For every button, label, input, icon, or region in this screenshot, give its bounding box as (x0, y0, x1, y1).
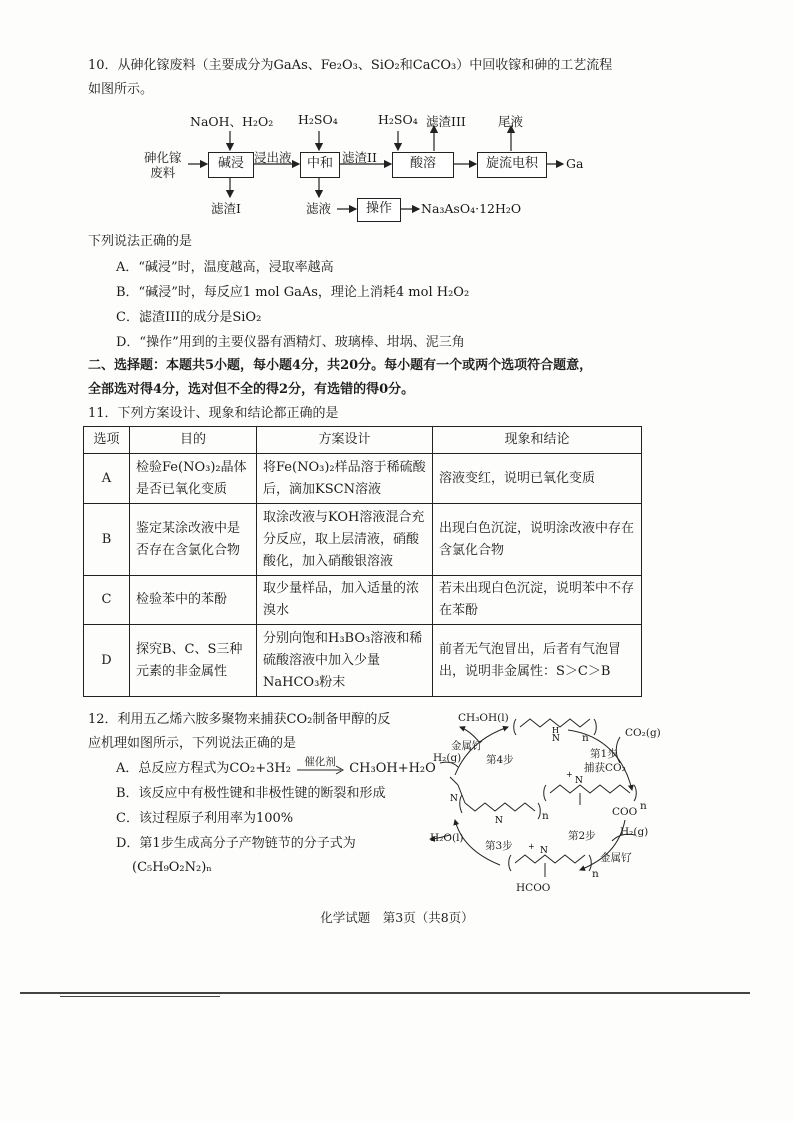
catalyst-label: 催化剂 (304, 756, 336, 768)
flow-tail-liquid: 尾液 (498, 114, 524, 129)
row-d-design: 分别向饱和H₃BO₃溶液和稀硫酸溶液中加入少量NaHCO₃粉末 (257, 625, 433, 697)
mech-n-subscript-right: n (640, 800, 647, 812)
flow-box-acid-dissolve: 酸溶 (392, 152, 454, 178)
mech-co2-label: CO₂(g) (625, 727, 661, 739)
row-a-result: 溶液变红，说明已氧化变质 (433, 454, 642, 504)
q10-option-a: A．“碱浸”时，温度越高，浸取率越高 (116, 260, 334, 275)
amine-h-top: H (552, 726, 559, 735)
flow-product-ga: Ga (566, 156, 584, 171)
table-row (84, 625, 642, 697)
row-b-result: 出现白色沉淀，说明涂改液中存在含氯化合物 (433, 504, 642, 576)
mech-catalyst-bottom: 金属钌 (600, 852, 632, 864)
q12-option-d-line1: D．第1步生成高分子产物链节的分子式为 (116, 836, 356, 851)
q12-option-c: C．该过程原子利用率为100% (116, 811, 294, 826)
page-bottom-rule (20, 992, 750, 994)
flow-reagent-h2so4-1: H₂SO₄ (298, 112, 338, 127)
mech-step2: 第2步 (568, 830, 596, 842)
flow-reagent-naoh: NaOH、H₂O₂ (190, 114, 274, 129)
table-row (84, 576, 642, 625)
row-a-option: A (84, 454, 130, 504)
row-c-design: 取少量样品，加入适量的浓溴水 (257, 576, 433, 625)
table-header-row (84, 427, 642, 454)
plus-sign-right: + (566, 770, 573, 779)
catalyst-arrow (295, 756, 345, 779)
flow-residue1: 滤渣I (211, 201, 241, 216)
flow-reagent-h2so4-2: H₂SO₄ (378, 112, 418, 127)
amine-n-top: N (552, 734, 560, 744)
section2-header-line2: 全部选对得4分，选对但不全的得2分，有选错的得0分。 (88, 382, 415, 397)
row-b-option: B (84, 504, 130, 576)
mech-h2-left: H₂(g) (433, 752, 462, 764)
flow-input-line2: 废料 (150, 165, 176, 180)
flow-input-label (144, 150, 182, 180)
flow-residue2: 滤渣II (342, 150, 377, 165)
q10-prompt: 下列说法正确的是 (88, 234, 193, 249)
row-c-result: 若未出现白色沉淀，说明苯中不存在苯酚 (433, 576, 642, 625)
flow-box-alkali-leach: 碱浸 (208, 152, 254, 178)
mech-coo-label: COO (612, 806, 638, 818)
flow-residue3: 滤渣III (426, 114, 466, 129)
row-d-result: 前者无气泡冒出，后者有气泡冒出，说明非金属性：S＞C＞B (433, 625, 642, 697)
q12-option-a-suffix: CH₃OH+H₂O (349, 761, 436, 776)
q12-stem-line1: 12．利用五乙烯六胺多聚物来捕获CO₂制备甲醇的反 (88, 712, 391, 727)
row-d-option: D (84, 625, 130, 697)
row-c-purpose: 检验苯中的苯酚 (130, 576, 257, 625)
q12-option-d-line2: (C₅H₉O₂N₂)ₙ (132, 860, 212, 875)
q10-stem-line1: 10．从砷化镓废料（主要成分为GaAs、Fe₂O₃、SiO₂和CaCO₃）中回收镓和砷的工艺流程 (88, 58, 613, 73)
plus-sign-bottom: + (528, 842, 535, 851)
table-header-design: 方案设计 (257, 427, 433, 454)
flow-input-line1: 砷化镓 (144, 150, 182, 165)
row-c-option: C (84, 576, 130, 625)
mech-step1: 第1步 (590, 748, 618, 760)
q11-stem: 11．下列方案设计、现象和结论都正确的是 (88, 406, 339, 421)
mech-step3: 第3步 (485, 840, 513, 852)
flow-box-neutralize: 中和 (300, 152, 340, 178)
q10-stem-line2: 如图所示。 (88, 82, 154, 97)
flow-box-operation: 操作 (357, 198, 401, 222)
mech-hcoo-label: HCOO (516, 882, 551, 894)
table-header-result: 现象和结论 (433, 427, 642, 454)
q10-option-d: D．“操作”用到的主要仪器有酒精灯、玻璃棒、坩埚、泥三角 (116, 335, 465, 350)
mech-catalyst-top: 金属钌 (451, 740, 483, 752)
amine-n-left2: N (450, 794, 458, 804)
table-row (84, 454, 642, 504)
q10-option-b: B．“碱浸”时，每反应1 mol GaAs，理论上消耗4 mol H₂O₂ (116, 285, 470, 300)
q12-option-a (116, 756, 436, 779)
flow-filtrate: 滤液 (306, 201, 332, 216)
page-bottom-rule-short (60, 996, 220, 997)
section2-header-line1: 二、选择题：本题共5小题，每小题4分，共20分。每小题有一个或两个选项符合题意， (88, 358, 593, 373)
mech-n-subscript-left: n (542, 810, 549, 822)
row-b-purpose: 鉴定某涂改液中是否存在含氯化合物 (130, 504, 257, 576)
flow-box-electrowinning: 旋流电积 (477, 152, 547, 178)
mech-n-subscript-top: n (582, 732, 589, 744)
mech-ch3oh-label: CH₃OH(l) (458, 712, 509, 724)
q12-option-b: B．该反应中有极性键和非极性键的断裂和形成 (116, 786, 386, 801)
amine-n-right: N (575, 776, 583, 786)
q10-option-c: C．滤渣III的成分是SiO₂ (116, 310, 262, 325)
mech-step4: 第4步 (486, 754, 514, 766)
mech-h2-right: H₂(g) (620, 826, 649, 838)
row-d-purpose: 探究B、C、S三种元素的非金属性 (130, 625, 257, 697)
mech-n-subscript-bottom: n (592, 868, 599, 880)
row-a-purpose: 检验Fe(NO₃)₂晶体是否已氧化变质 (130, 454, 257, 504)
table-header-purpose: 目的 (130, 427, 257, 454)
q12-stem-line2: 应机理如图所示，下列说法正确的是 (88, 736, 297, 751)
flow-product-arsenate: Na₃AsO₄·12H₂O (421, 201, 522, 216)
table-header-option: 选项 (84, 427, 130, 454)
q12-option-a-prefix: A．总反应方程式为CO₂+3H₂ (116, 761, 291, 776)
amine-n-left: N (495, 816, 503, 826)
row-a-design: 将Fe(NO₃)₂样品溶于稀硫酸后，滴加KSCN溶液 (257, 454, 433, 504)
mech-h2o-label: H₂O(l) (430, 832, 464, 844)
page-footer: 化学试题 第3页（共8页） (320, 910, 474, 925)
amine-n-bottom: N (540, 846, 548, 856)
mechanism-cycle-svg (420, 705, 660, 905)
mech-capture-co2: 捕获CO₂ (584, 762, 626, 774)
q11-table (83, 426, 642, 697)
row-b-design: 取涂改液与KOH溶液混合充分反应，取上层清液，硝酸酸化，加入硝酸银溶液 (257, 504, 433, 576)
flow-leachate: 浸出液 (254, 150, 292, 165)
table-row (84, 504, 642, 576)
